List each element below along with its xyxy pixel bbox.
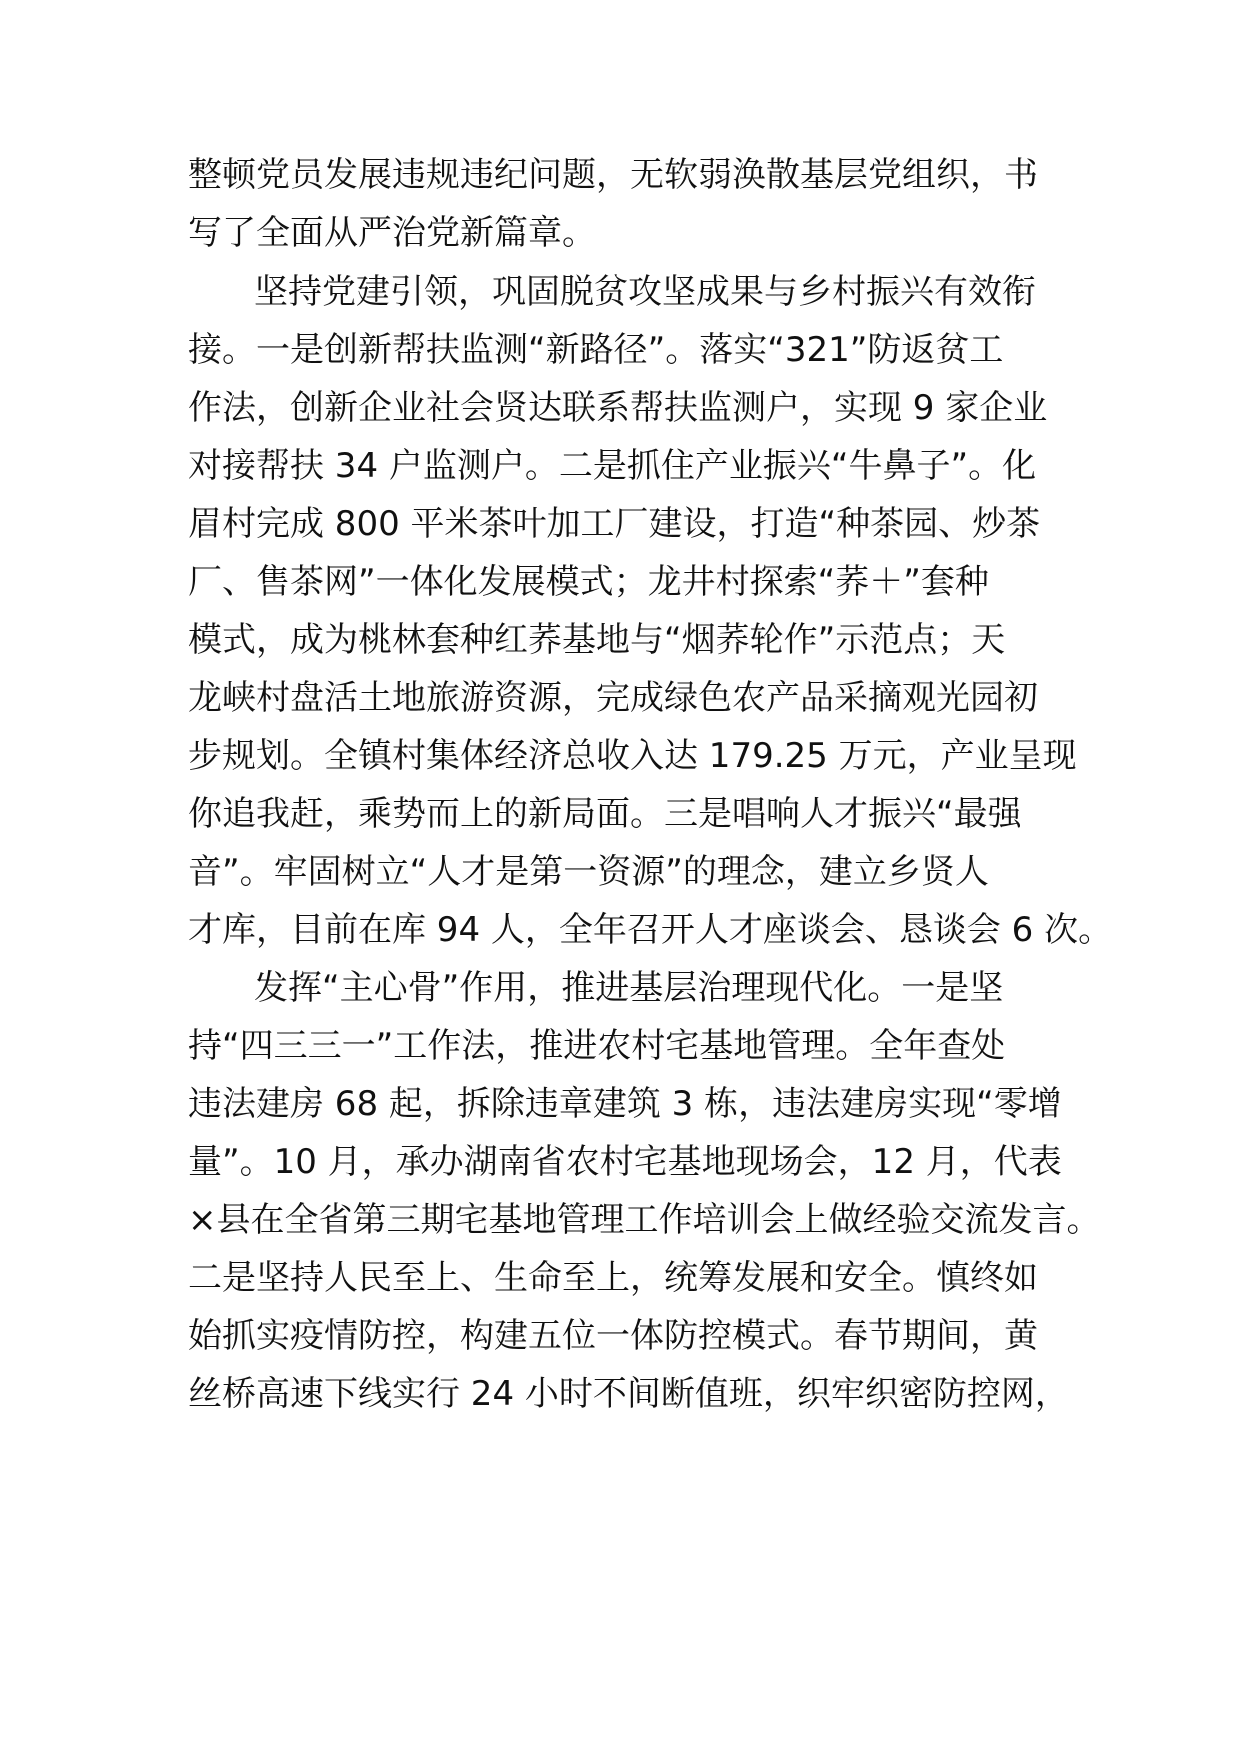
text-line-20: 二是坚持人民至上、生命至上，统筹发展和安全。慎终如 (188, 1258, 1038, 1298)
paragraph-3-first-line: 发挥“主心骨”作用，推进基层治理现代化。一是坚 (254, 968, 1004, 1008)
text-line-14: 才库，目前在库 94 人，全年召开人才座谈会、恳谈会 6 次。 (188, 910, 1113, 950)
text-line-9: 模式，成为桃林套种红荞基地与“烟荞轮作”示范点；天 (188, 620, 1006, 660)
text-line-8: 厂、售茶网”一体化发展模式；龙井村探索“荞＋”套种 (188, 562, 989, 602)
text-line-21: 始抓实疫情防控，构建五位一体防控模式。春节期间，黄 (188, 1316, 1038, 1356)
text-line-18: 量”。10 月，承办湖南省农村宅基地现场会，12 月，代表 (188, 1142, 1062, 1182)
text-line-1: 整顿党员发展违规违纪问题，无软弱涣散基层党组织，书 (188, 155, 1038, 195)
text-line-5: 作法，创新企业社会贤达联系帮扶监测户，实现 9 家企业 (188, 388, 1048, 428)
text-line-10: 龙峡村盘活土地旅游资源，完成绿色农产品采摘观光园初 (188, 678, 1038, 718)
text-line-4: 接。一是创新帮扶监测“新路径”。落实“321”防返贫工 (188, 330, 1004, 370)
text-line-16: 持“四三三一”工作法，推进农村宅基地管理。全年查处 (188, 1026, 1006, 1066)
text-line-22: 丝桥高速下线实行 24 小时不间断值班，织牢织密防控网， (188, 1374, 1069, 1414)
text-line-17: 违法建房 68 起，拆除违章建筑 3 栋，违法建房实现“零增 (188, 1084, 1062, 1124)
text-line-7: 眉村完成 800 平米茶叶加工厂建设，打造“种茶园、炒茶 (188, 504, 1041, 544)
text-line-11: 步规划。全镇村集体经济总收入达 179.25 万元，产业呈现 (188, 736, 1077, 776)
text-line-6: 对接帮扶 34 户监测户。二是抓住产业振兴“牛鼻子”。化 (188, 446, 1037, 486)
text-line-2: 写了全面从严治党新篇章。 (188, 213, 596, 253)
text-line-13: 音”。牢固树立“人才是第一资源”的理念，建立乡贤人 (188, 852, 989, 892)
text-line-19: ×县在全省第三期宅基地管理工作培训会上做经验交流发言。 (188, 1200, 1101, 1240)
text-line-12: 你追我赶，乘势而上的新局面。三是唱响人才振兴“最强 (188, 794, 1022, 834)
paragraph-2-first-line: 坚持党建引领，巩固脱贫攻坚成果与乡村振兴有效衔 (254, 272, 1036, 312)
